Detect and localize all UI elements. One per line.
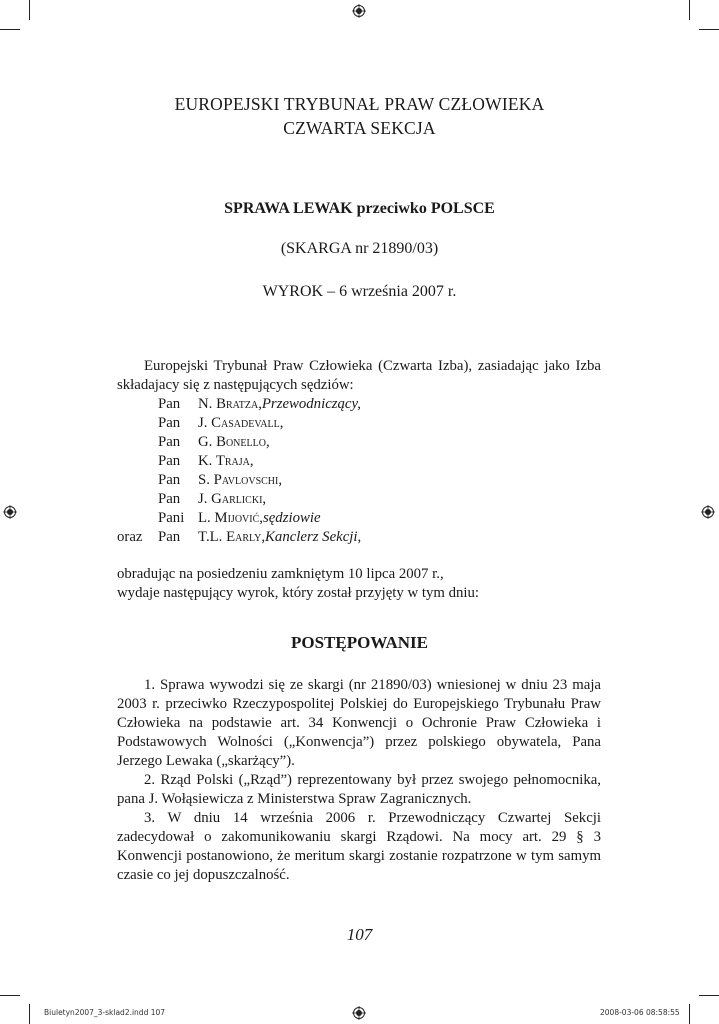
judge-suffix: , — [357, 529, 362, 545]
judge-name: J. Garlicki, — [198, 491, 267, 507]
footer-filename: Biuletyn2007_3-sklad2.indd 107 — [44, 1008, 166, 1017]
judge-separator: , — [259, 510, 263, 526]
judge-row — [117, 471, 361, 490]
court-name-line1: EUROPEJSKI TRYBUNAŁ PRAW CZŁOWIEKA — [174, 94, 545, 114]
judge-name: T.L. Early — [198, 529, 262, 545]
judge-role: Przewodniczący, — [261, 396, 361, 412]
judge-title: Pan — [158, 491, 181, 507]
judge-role: sędziowie — [262, 510, 321, 526]
judge-title: Pan — [158, 396, 181, 412]
judge-prefix — [117, 509, 158, 528]
judge-title: Pan — [158, 434, 181, 450]
judges-list — [117, 395, 361, 547]
judge-prefix — [117, 452, 158, 471]
crop-mark-top-left-h — [0, 29, 20, 30]
deliberation — [117, 565, 601, 603]
judge-row — [117, 509, 361, 528]
judge-separator: , — [261, 529, 266, 545]
judge-name: G. Bonello, — [198, 434, 270, 450]
registration-mark-icon — [352, 1006, 366, 1020]
judge-title: Pan — [158, 453, 181, 469]
crop-mark-bottom-right-h — [699, 995, 719, 996]
judge-title: Pan — [158, 415, 181, 431]
deliberation-line1: obradując na posiedzeniu zamkniętym 10 lipca 2007 r., — [117, 566, 444, 582]
judge-prefix — [117, 471, 158, 490]
crop-mark-top-right-v — [689, 0, 690, 20]
intro-paragraph: Europejski Trybunał Praw Człowieka (Czwarta Izba), zasiadając jako Izba składajacy się z następujących sędziów: — [117, 358, 601, 393]
judge-prefix — [117, 395, 158, 414]
registration-mark-icon — [352, 4, 366, 18]
procedure-paragraph-3: 3. W dniu 14 września 2006 r. Przewodniczący Czwartej Sekcji zadecydował o zakomunikowaniu skargi Rządowi. Na mocy art. 29 § 3 Konwencji postanowiono, że meritum skargi zostanie rozpatrzone w tym samym czasie co jej dopuszczalność. — [117, 810, 601, 883]
court-name — [0, 92, 719, 140]
judge-role: Kanclerz Sekcji — [265, 529, 358, 545]
registration-mark-icon — [701, 505, 715, 519]
judge-name: L. Mijović — [198, 510, 260, 526]
judge-row — [117, 414, 361, 433]
crop-mark-bottom-left-v — [29, 1004, 30, 1024]
crop-mark-bottom-left-h — [0, 995, 20, 996]
judge-row — [117, 528, 361, 547]
judge-row — [117, 433, 361, 452]
procedure-paragraphs — [117, 676, 601, 885]
crop-mark-top-left-v — [29, 0, 30, 20]
application-number: (SKARGA nr 21890/03) — [280, 240, 439, 257]
court-section: CZWARTA SEKCJA — [283, 118, 436, 138]
judge-prefix — [117, 490, 158, 509]
judge-title: Pan — [158, 529, 181, 545]
page-number: 107 — [346, 925, 373, 944]
procedure-paragraph-1: 1. Sprawa wywodzi się ze skargi (nr 21890/03) wniesionej w dniu 23 maja 2003 r. przeciwko Rzeczypospolitej Polskiej do Europejskiego Trybunału Praw Człowieka na podstawie art. 34 Konwencji o Ochronie Praw Człowieka i Podstawowych Wolności („Konwencja”) przez polskiego obywatela, Pana Jerzego Lewaka („skarżący”). — [117, 677, 601, 769]
judge-title: Pan — [158, 472, 181, 488]
judge-prefix: oraz — [117, 529, 143, 545]
judge-row — [117, 452, 361, 471]
deliberation-line2: wydaje następujący wyrok, który został przyjęty w tym dniu: — [117, 585, 480, 601]
judge-title: Pani — [158, 510, 185, 526]
footer-timestamp: 2008-03-06 08:58:55 — [600, 1008, 680, 1017]
judge-name: J. Casadevall, — [198, 415, 284, 431]
judge-prefix — [117, 433, 158, 452]
judge-name: S. Pavlovschi, — [198, 472, 283, 488]
judge-prefix — [117, 414, 158, 433]
case-title: SPRAWA LEWAK przeciwko POLSCE — [224, 200, 495, 217]
judgment-date: WYROK – 6 września 2007 r. — [262, 283, 457, 300]
judge-row — [117, 395, 361, 414]
registration-mark-icon — [3, 505, 17, 519]
judge-name: N. Bratza — [198, 396, 259, 412]
section-heading: POSTĘPOWANIE — [291, 633, 428, 652]
judge-name: K. Traja, — [198, 453, 254, 469]
crop-mark-top-right-h — [699, 29, 719, 30]
judge-separator: , — [258, 396, 262, 412]
judge-row — [117, 490, 361, 509]
crop-mark-bottom-right-v — [689, 1004, 690, 1024]
procedure-paragraph-2: 2. Rząd Polski („Rząd”) reprezentowany był przez swojego pełnomocnika, pana J. Wołąsiewicza z Ministerstwa Spraw Zagranicznych. — [117, 772, 601, 807]
